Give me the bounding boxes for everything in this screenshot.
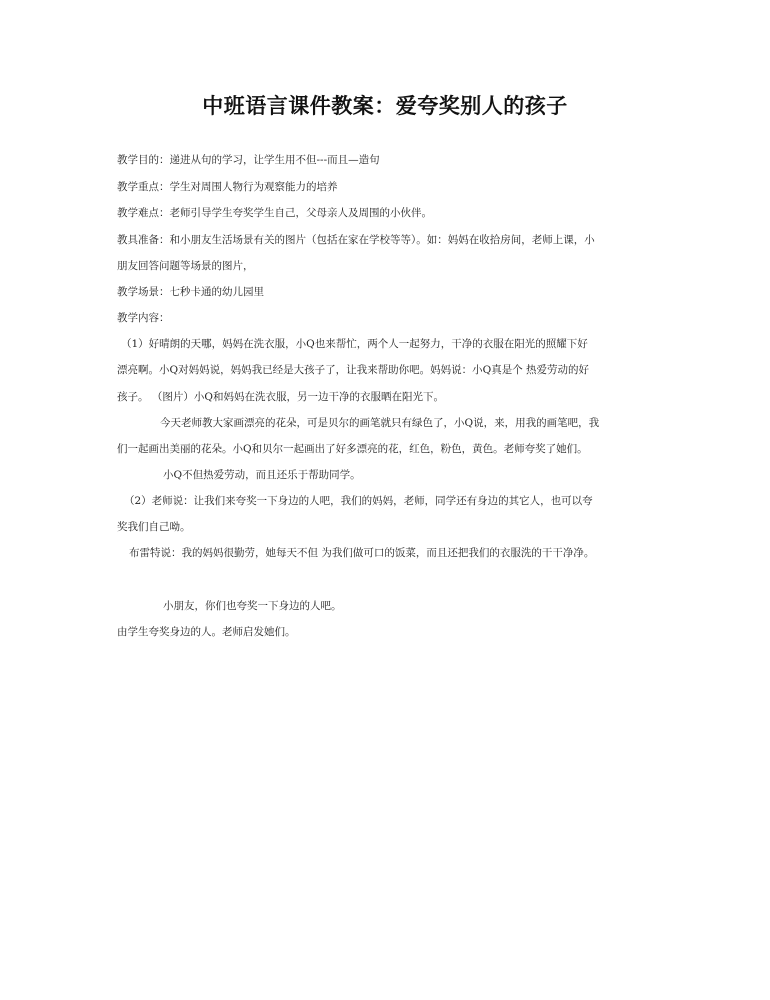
paragraph-2-line-2: 们一起画出美丽的花朵。小Q和贝尔一起画出了好多漂亮的花，红色，粉色，黄色。老师夸奖了她们。	[117, 443, 588, 455]
teaching-aids-line-2: 朋友回答问题等场景的图片，	[117, 260, 254, 272]
paragraph-4-line-1: （2）老师说：让我们来夸奖一下身边的人吧，我们的妈妈，老师，同学还有身边的其它人，也可以夸	[124, 495, 593, 507]
paragraph-2-line-1: 今天老师教大家画漂亮的花朵，可是贝尔的画笔就只有绿色了，小Q说，来，用我的画笔吧，我	[160, 417, 600, 429]
paragraph-6-line-1: 小朋友，你们也夸奖一下身边的人吧。	[163, 600, 342, 612]
paragraph-3-line-1: 小Q不但热爱劳动，而且还乐于帮助同学。	[163, 469, 361, 481]
paragraph-1-line-2: 漂亮啊。小Q对妈妈说，妈妈我已经是大孩子了，让我来帮助你吧。妈妈说：小Q真是个 热爱劳动的好	[117, 364, 590, 376]
teaching-aids-line-1: 教具准备：和小朋友生活场景有关的图片（包括在家在学校等等）。如：妈妈在收拾房间，老师上课，小	[117, 234, 595, 246]
teaching-content-heading: 教学内容：	[117, 312, 170, 324]
teaching-goal-line: 教学目的：递进从句的学习，让学生用不但---而且—造句	[117, 154, 380, 166]
paragraph-5-line-1: 布雷特说：我的妈妈很勤劳，她每天不但 为我们做可口的饭菜，而且还把我们的衣服洗的干干净净。	[129, 547, 595, 559]
paragraph-4-line-2: 奖我们自己呦。	[117, 521, 191, 533]
teaching-scene-line: 教学场景：七秒卡通的幼儿园里	[117, 286, 264, 298]
paragraph-1-line-3: 孩子。 （图片）小Q和妈妈在洗衣服，另一边干净的衣服晒在阳光下。	[117, 391, 444, 403]
teaching-focus-line: 教学重点：学生对周围人物行为观察能力的培养	[117, 181, 338, 193]
document-title: 中班语言课件教案：爱夸奖别人的孩子	[202, 93, 568, 118]
paragraph-7-line-1: 由学生夸奖身边的人。老师启发她们。	[117, 626, 296, 638]
paragraph-1-line-1: （1）好晴朗的天哪，妈妈在洗衣服，小Q也来帮忙，两个人一起努力，干净的衣服在阳光的照耀下好	[121, 338, 588, 350]
teaching-difficulty-line: 教学难点：老师引导学生夸奖学生自己，父母亲人及周围的小伙伴。	[117, 207, 432, 219]
